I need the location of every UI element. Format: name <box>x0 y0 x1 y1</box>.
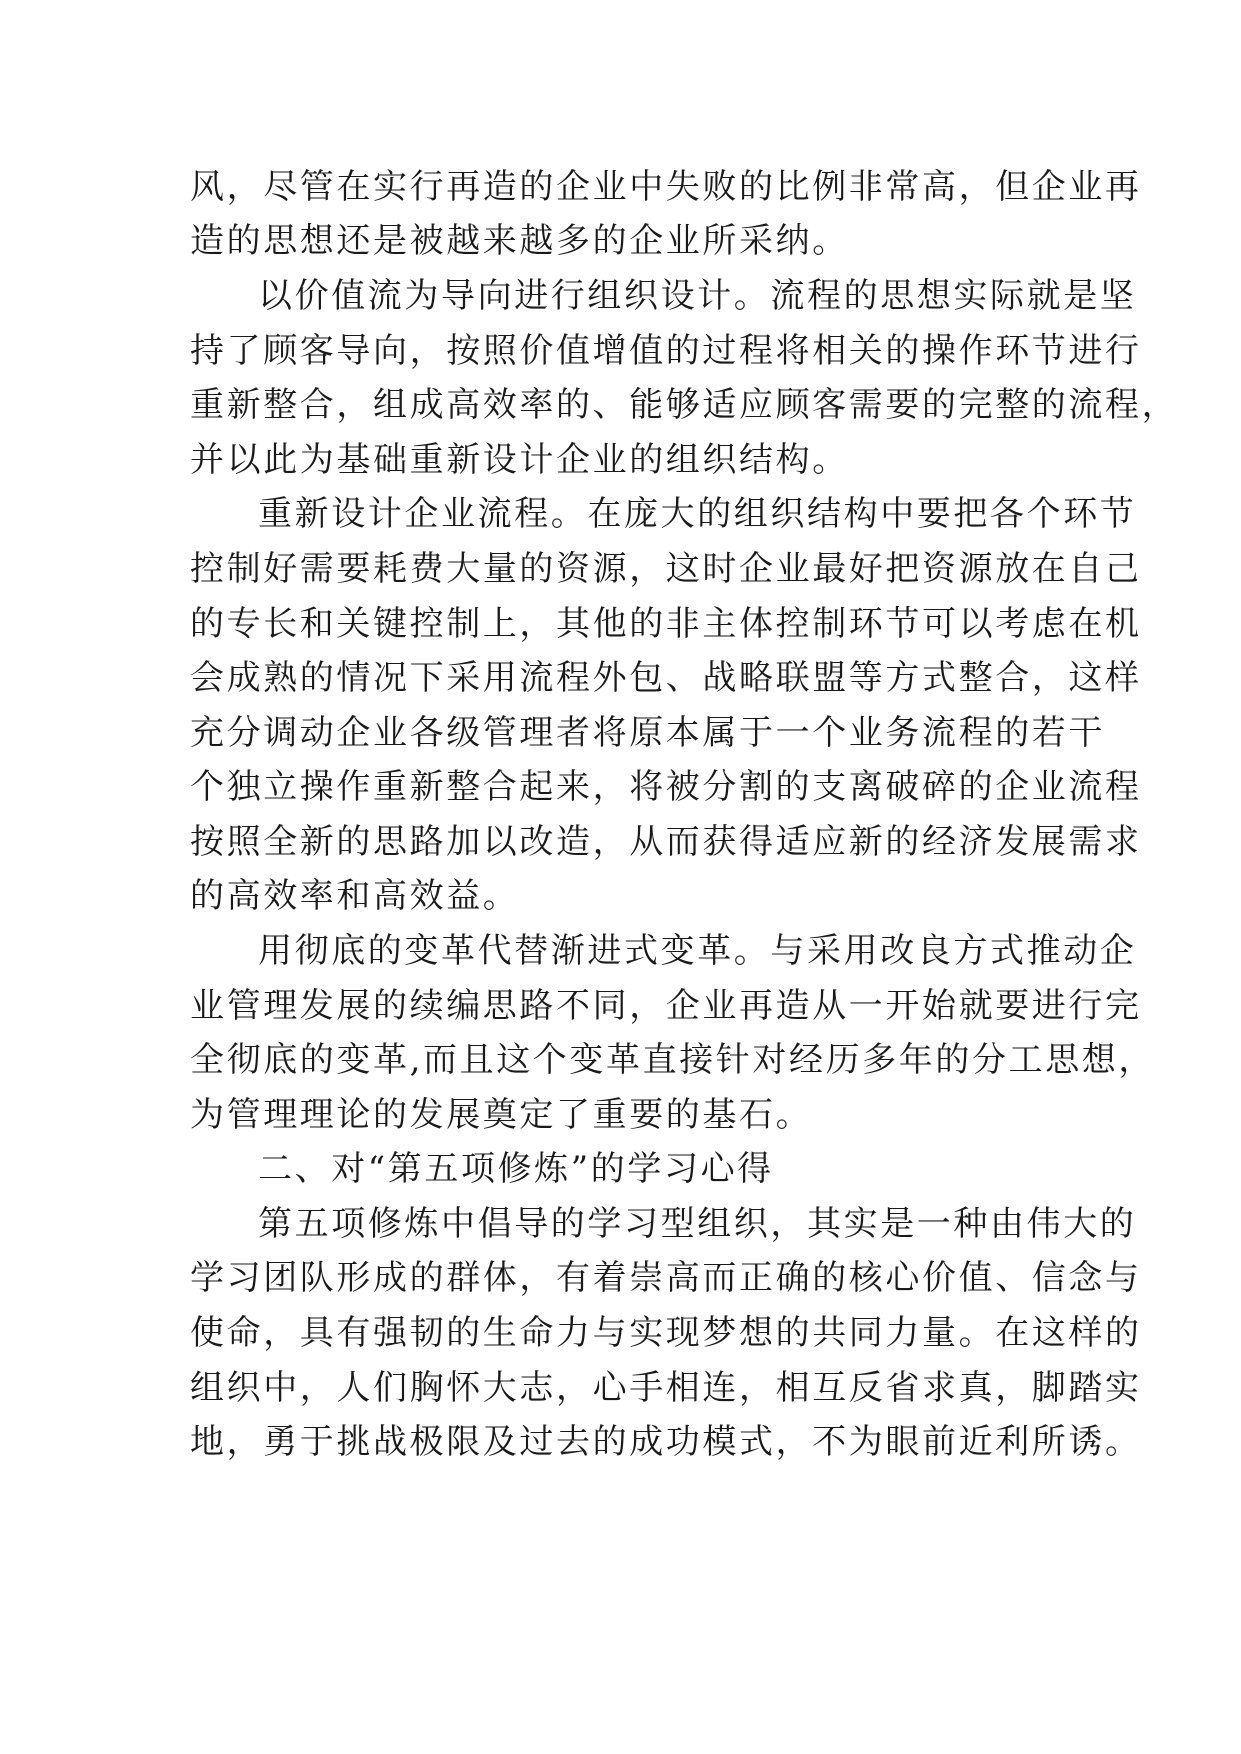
text-line: 学习团队形成的群体，有着崇高而正确的核心价值、信念与 <box>190 1258 1142 1298</box>
text-line: 造的思想还是被越来越多的企业所采纳。 <box>190 221 849 261</box>
text-line: 并以此为基础重新设计企业的组织结构。 <box>190 440 849 480</box>
text-line: 组织中，人们胸怀大志，心手相连，相互反省求真，脚踏实 <box>190 1368 1142 1408</box>
text-line: 使命，具有强韧的生命力与实现梦想的共同力量。在这样的 <box>190 1313 1142 1353</box>
paragraph-start-line: 重新设计企业流程。在庞大的组织结构中要把各个环节 <box>258 494 1137 534</box>
paragraph-start-line: 以价值流为导向进行组织设计。流程的思想实际就是坚 <box>258 276 1137 316</box>
text-line: 持了顾客导向，按照价值增值的过程将相关的操作环节进行 <box>190 331 1142 371</box>
text-line: 业管理发展的续编思路不同，企业再造从一开始就要进行完 <box>190 986 1142 1026</box>
text-line: 地，勇于挑战极限及过去的成功模式，不为眼前近利所诱。 <box>190 1422 1142 1462</box>
section-heading: 二、对“第五项修炼”的学习心得 <box>258 1149 774 1189</box>
paragraph-start-line: 用彻底的变革代替渐进式变革。与采用改良方式推动企 <box>258 931 1137 971</box>
text-line: 控制好需要耗费大量的资源，这时企业最好把资源放在自己 <box>190 549 1142 589</box>
text-line: 全彻底的变革,而且这个变革直接针对经历多年的分工思想， <box>190 1040 1156 1080</box>
text-line: 会成熟的情况下采用流程外包、战略联盟等方式整合，这样 <box>190 658 1142 698</box>
text-line: 的高效率和高效益。 <box>190 876 520 916</box>
text-line: 重新整合，组成高效率的、能够适应顾客需要的完整的流程， <box>190 385 1179 425</box>
paragraph-start-line: 第五项修炼中倡导的学习型组织，其实是一种由伟大的 <box>258 1204 1137 1244</box>
text-line: 为管理理论的发展奠定了重要的基石。 <box>190 1095 813 1135</box>
text-line: 个独立操作重新整合起来，将被分割的支离破碎的企业流程 <box>190 767 1142 807</box>
text-line: 充分调动企业各级管理者将原本属于一个业务流程的若干 <box>190 713 1105 753</box>
text-line: 的专长和关键控制上，其他的非主体控制环节可以考虑在机 <box>190 604 1142 644</box>
text-line: 按照全新的思路加以改造，从而获得适应新的经济发展需求 <box>190 822 1142 862</box>
text-line: 风，尽管在实行再造的企业中失败的比例非常高，但企业再 <box>190 167 1142 207</box>
